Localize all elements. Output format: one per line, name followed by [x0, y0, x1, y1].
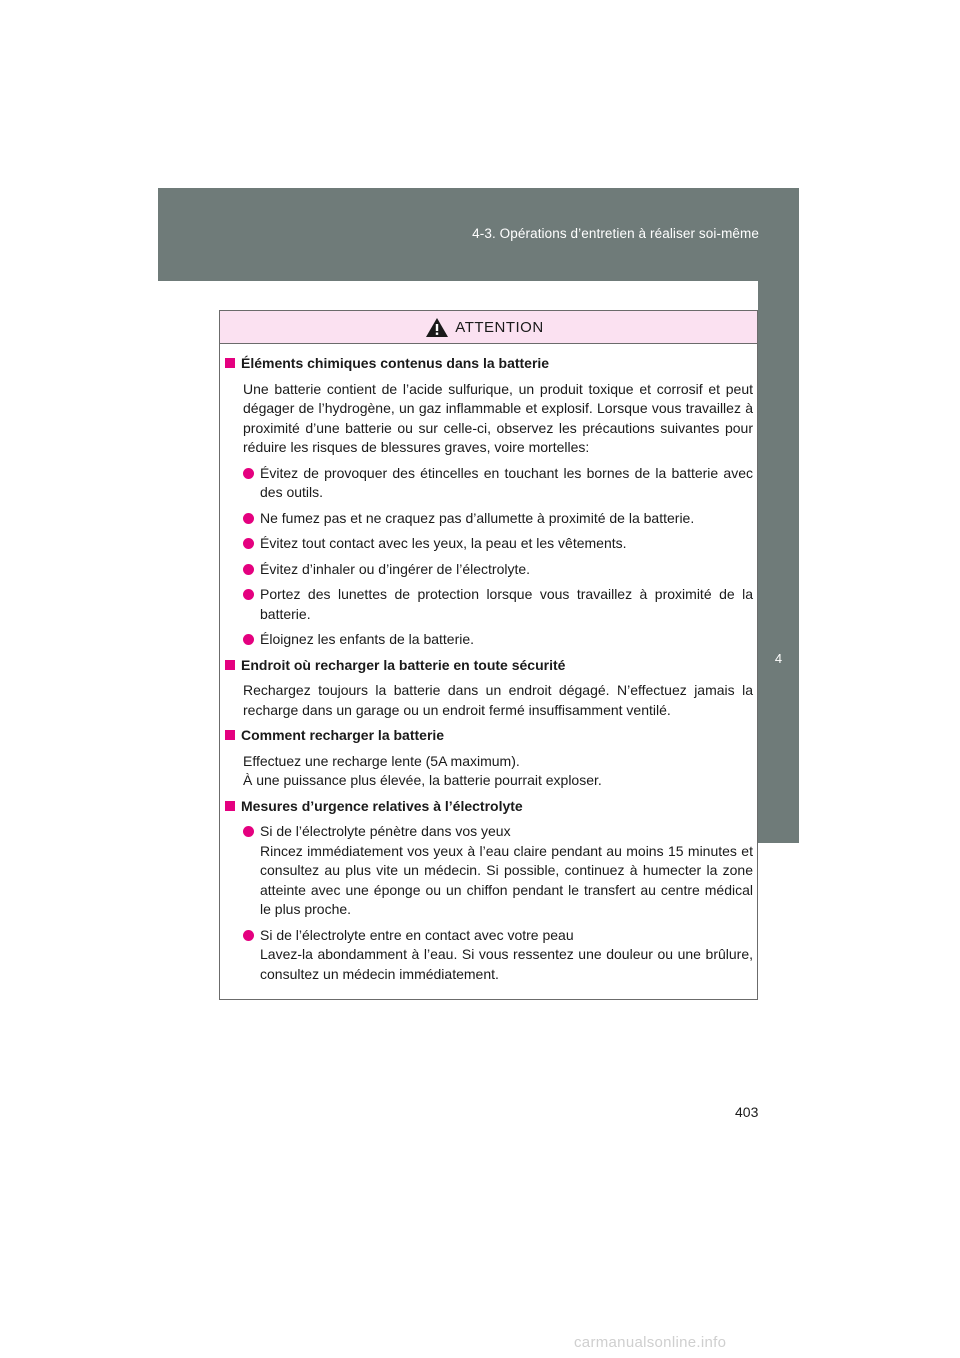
round-bullet-icon — [243, 589, 254, 600]
chapter-side-tab — [758, 281, 799, 1088]
list-item: Portez des lunettes de protection lorsque vous travaillez à proximité de la batterie. — [243, 585, 753, 624]
list-item: Ne fumez pas et ne craquez pas d’allumette à proximité de la batterie. — [243, 509, 753, 529]
section-heading: Comment recharger la batterie — [225, 726, 753, 746]
square-bullet-icon — [225, 730, 235, 740]
list-item: Évitez tout contact avec les yeux, la peau et les vêtements. — [243, 534, 753, 554]
page-number: 403 — [735, 1104, 759, 1120]
round-bullet-icon — [243, 634, 254, 645]
square-bullet-icon — [225, 660, 235, 670]
round-bullet-icon — [243, 826, 254, 837]
attention-title: ATTENTION — [455, 318, 544, 336]
section-heading: Endroit où recharger la batterie en toute sécurité — [225, 656, 753, 676]
section-paragraph: Effectuez une recharge lente (5A maximum). À une puissance plus élevée, la batterie pourrait exploser. — [243, 752, 602, 788]
chapter-header-band — [158, 188, 799, 281]
square-bullet-icon — [225, 801, 235, 811]
list-item: Éloignez les enfants de la batterie. — [243, 630, 753, 650]
chapter-number: 4 — [774, 651, 783, 666]
round-bullet-icon — [243, 513, 254, 524]
chapter-label-text: Entretien et soins — [772, 991, 786, 1088]
round-bullet-icon — [243, 930, 254, 941]
watermark: carmanualsonline.info — [574, 1334, 727, 1351]
round-bullet-icon — [243, 564, 254, 575]
list-item: Si de l’électrolyte pénètre dans vos yeux Rincez immédiatement vos yeux à l’eau claire pendant au moins 15 minutes et consultez au plus vite un médecin. Si possible, continuez à humecter la zone atteinte avec une éponge ou un chiffon pendant le transfert au centre médical le plus proche. — [243, 822, 753, 920]
list-item: Évitez d’inhaler ou d’ingérer de l’électrolyte. — [243, 560, 753, 580]
attention-body — [220, 344, 757, 984]
section-title: 4-3. Opérations d’entretien à réaliser soi-même — [472, 226, 759, 241]
list-item: Évitez de provoquer des étincelles en touchant les bornes de la batterie avec des outils. — [243, 464, 753, 503]
square-bullet-icon — [225, 358, 235, 368]
section-paragraph: Une batterie contient de l’acide sulfurique, un produit toxique et corrosif et peut dégager de l’hydrogène, un gaz inflammable et explosif. Lorsque vous travaillez à proximité d’une batterie ou sur celle-ci, observez les précautions suivantes pour réduire les risques de blessures graves, voire mortelles: — [243, 380, 753, 455]
warning-triangle-icon — [425, 317, 449, 338]
round-bullet-icon — [243, 538, 254, 549]
section-paragraph: Rechargez toujours la batterie dans un endroit dégagé. N’effectuez jamais la recharge dans un garage ou un endroit fermé insuffisamment ventilé. — [243, 682, 753, 718]
section-heading: Éléments chimiques contenus dans la batterie — [225, 354, 753, 374]
attention-header — [220, 311, 757, 344]
section-heading: Mesures d’urgence relatives à l’électrolyte — [225, 797, 753, 817]
round-bullet-icon — [243, 468, 254, 479]
attention-box — [219, 310, 758, 1000]
list-item: Si de l’électrolyte entre en contact avec votre peau Lavez-la abondamment à l’eau. Si vous ressentez une douleur ou une brûlure, consultez un médecin immédiatement. — [243, 926, 753, 985]
